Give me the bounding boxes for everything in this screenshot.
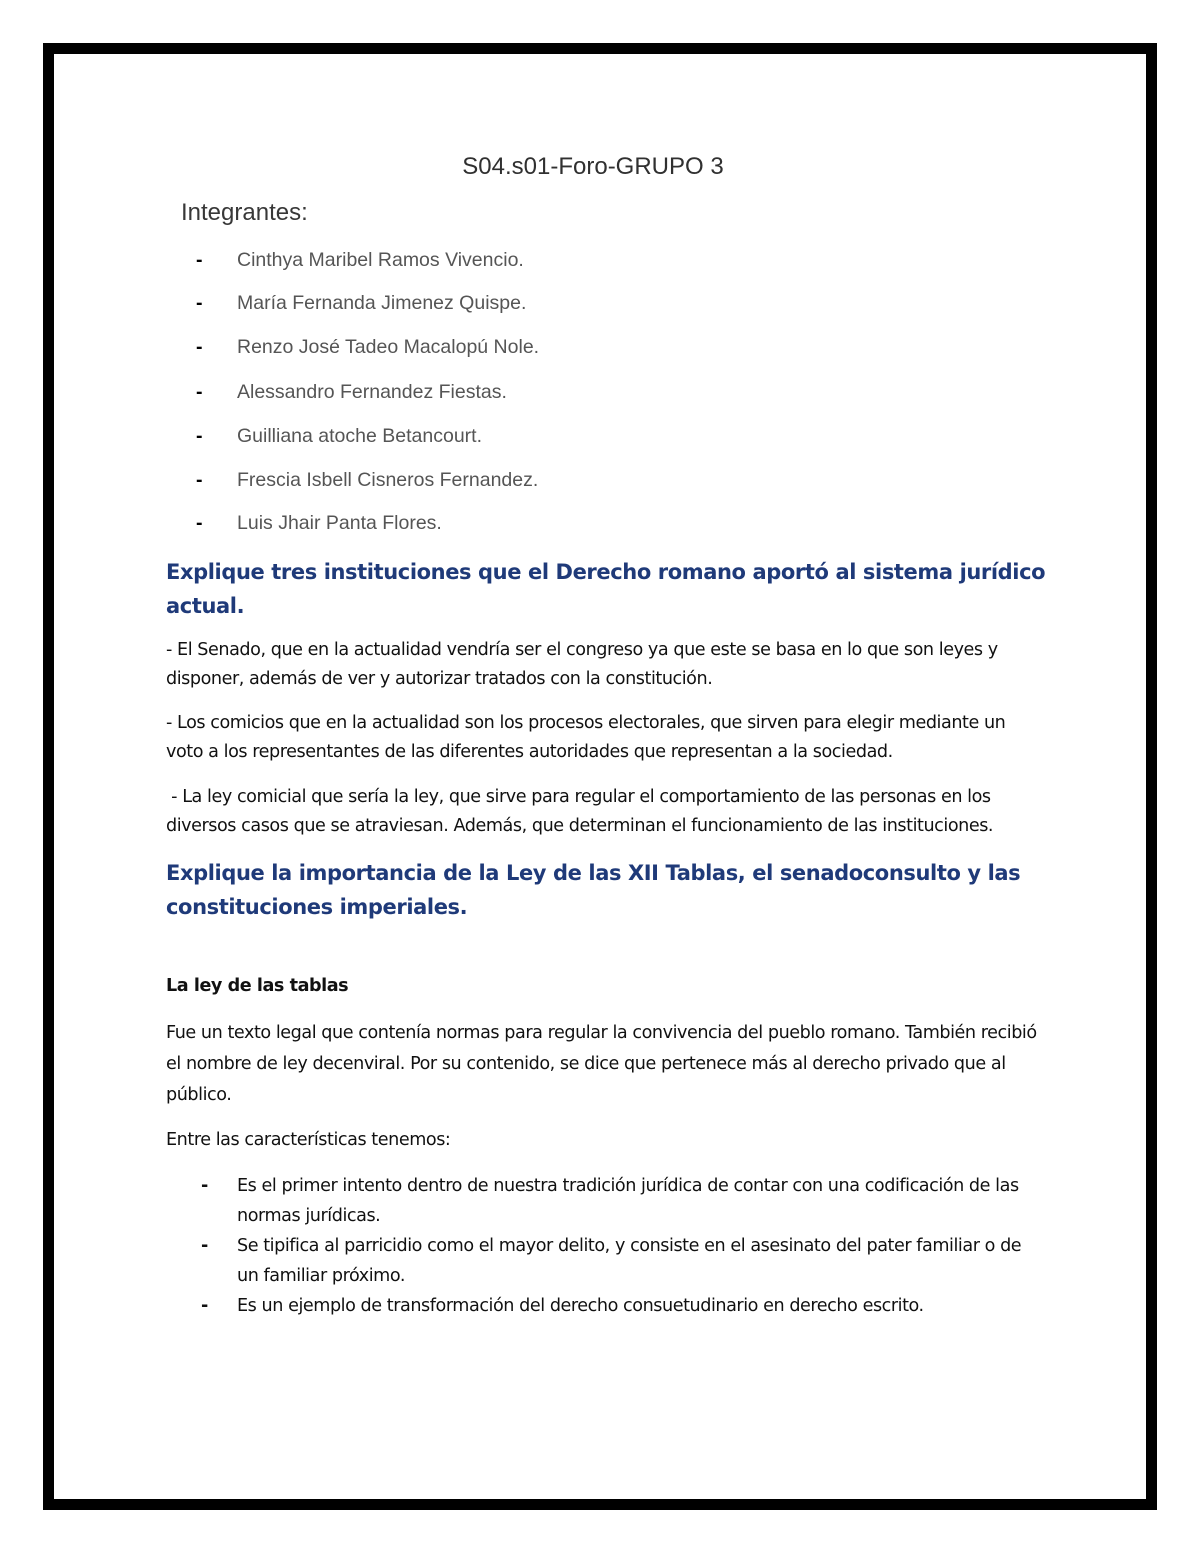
document-body <box>166 555 1046 1321</box>
member-item <box>0 288 900 318</box>
member-name: María Fernanda Jimenez Quispe. <box>237 292 527 314</box>
member-name: Alessandro Fernandez Fiestas. <box>237 381 507 403</box>
document-title: S04.s01-Foro-GRUPO 3 <box>462 153 724 180</box>
bullet-dash: - <box>201 1296 208 1316</box>
characteristics-intro: Entre las características tenemos: <box>166 1130 451 1150</box>
member-name: Guilliana atoche Betancourt. <box>237 425 482 447</box>
member-name: Luis Jhair Panta Flores. <box>237 512 442 534</box>
section-subheading: La ley de las tablas <box>166 976 349 996</box>
list-item-text: Se tipifica al parricidio como el mayor delito, y consiste en el asesinato del pater familiar o de un familiar próximo. <box>237 1236 1022 1286</box>
member-item <box>0 508 900 538</box>
bullet-dash: - <box>196 249 203 271</box>
list-item-text: Es un ejemplo de transformación del derecho consuetudinario en derecho escrito. <box>237 1296 924 1316</box>
bullet-dash: - <box>196 469 203 491</box>
member-item <box>0 332 900 362</box>
member-item <box>0 421 900 451</box>
question2-heading: Explique la importancia de la Ley de las XII Tablas, el senadoconsulto y las constituciones imperiales. <box>166 861 1021 919</box>
member-name: Renzo José Tadeo Macalopú Nole. <box>237 336 540 358</box>
bullet-dash: - <box>201 1176 208 1196</box>
member-item <box>0 245 900 275</box>
question1-heading: Explique tres instituciones que el Derecho romano aportó al sistema jurídico actual. <box>166 560 1046 618</box>
list-item <box>166 1231 1046 1291</box>
list-item-text: Es el primer intento dentro de nuestra tradición jurídica de contar con una codificación de las normas jurídicas. <box>237 1176 1019 1226</box>
question1-paragraph: - El Senado, que en la actualidad vendría ser el congreso ya que este se basa en lo que son leyes y disponer, además de ver y autorizar tratados con la constitución. <box>166 640 998 689</box>
bullet-dash: - <box>201 1236 208 1256</box>
list-item <box>166 1171 1046 1231</box>
member-name: Cinthya Maribel Ramos Vivencio. <box>237 249 524 271</box>
bullet-dash: - <box>196 425 203 447</box>
member-item <box>0 465 900 495</box>
bullet-dash: - <box>196 512 203 534</box>
bullet-dash: - <box>196 336 203 358</box>
bullet-dash: - <box>196 292 203 314</box>
member-name: Frescia Isbell Cisneros Fernandez. <box>237 469 539 491</box>
members-heading: Integrantes: <box>181 199 308 226</box>
section-intro: Fue un texto legal que contenía normas para regular la convivencia del pueblo romano. También recibió el nombre de ley decenviral. Por su contenido, se dice que pertenece más al derecho privado que al público. <box>166 1023 1037 1105</box>
characteristics-list <box>166 1171 1046 1321</box>
question1-paragraph: - Los comicios que en la actualidad son los procesos electorales, que sirven para elegir mediante un voto a los representantes de las diferentes autoridades que representan a la sociedad. <box>166 713 1006 762</box>
member-item <box>0 377 900 407</box>
question1-paragraph: - La ley comicial que sería la ley, que sirve para regular el comportamiento de las personas en los diversos casos que se atraviesan. Además, que determinan el funcionamiento de las instituciones. <box>166 787 996 836</box>
list-item <box>166 1291 1046 1321</box>
bullet-dash: - <box>196 381 203 403</box>
